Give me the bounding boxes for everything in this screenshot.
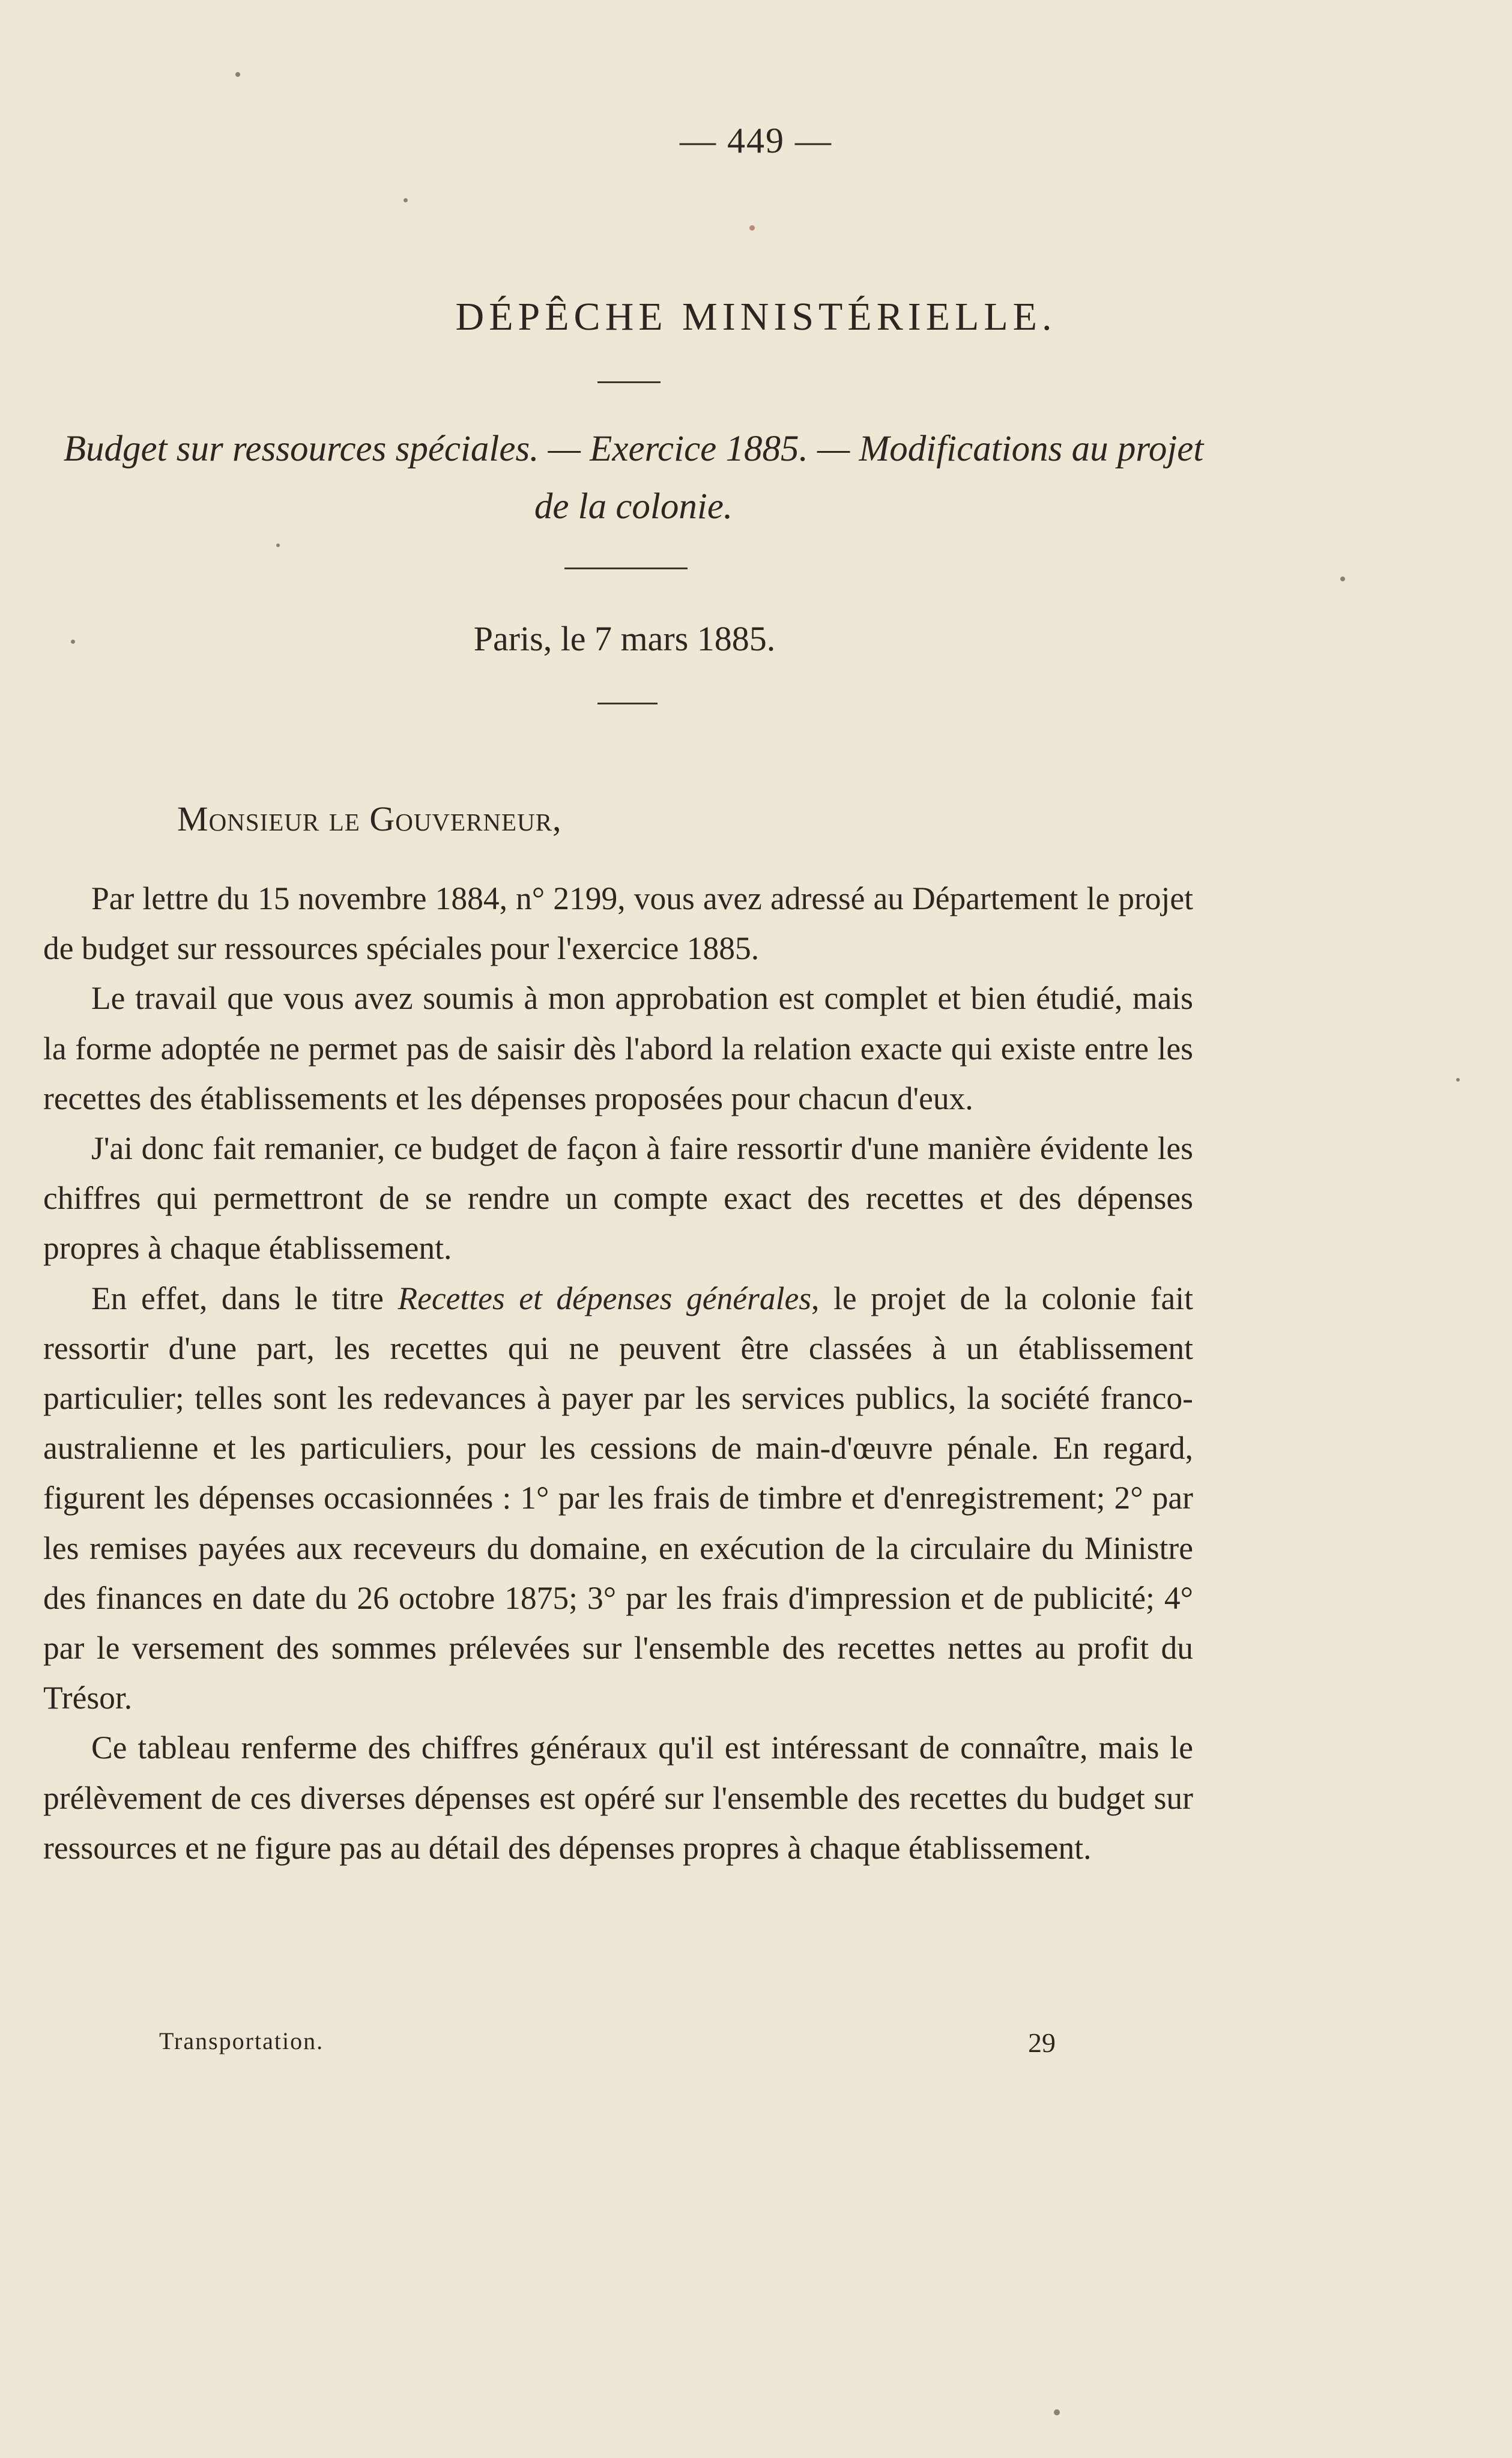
subject-line: Budget sur ressources spéciales. — Exercice 1885. — Modifications au projet de la colonie.	[63, 429, 1204, 527]
footer-signature: Transportation.	[159, 2027, 324, 2054]
paper-speck	[1054, 2409, 1060, 2415]
paper-speck	[71, 640, 75, 644]
paragraph: Par lettre du 15 novembre 1884, n° 2199, vous avez adressé au Département le projet de budget sur ressources spéciales pour l'exercice 1885.	[43, 880, 1193, 967]
paper-speck	[404, 198, 408, 202]
page-number: — 449 —	[680, 121, 832, 160]
dateline-rule	[597, 703, 658, 704]
paragraph: J'ai donc fait remanier, ce budget de façon à faire ressortir d'une manière évidente les chiffres qui permettront de se rendre un compte exact des recettes et des dépenses propres à chaque établissement.	[43, 1130, 1193, 1267]
document-title: DÉPÊCHE MINISTÉRIELLE.	[455, 295, 1057, 339]
footer-sheet-number: 29	[1028, 2027, 1056, 2058]
italic-title-reference: Recettes et dépenses générales	[398, 1280, 812, 1316]
paper-speck	[276, 543, 280, 547]
paragraph-text: En effet, dans le titre	[91, 1280, 398, 1316]
salutation: Monsieur le Gouverneur,	[177, 799, 562, 838]
subject-rule	[564, 568, 688, 569]
paragraph: Ce tableau renferme des chiffres généraux qu'il est intéressant de connaître, mais le prélèvement de ces diverses dépenses est opéré sur l'ensemble des recettes du budget sur ressources et ne figure pas au détail des dépenses propres à chaque établissement.	[43, 1730, 1193, 1866]
title-rule	[597, 381, 661, 383]
letter-body	[43, 874, 1193, 1873]
paragraph-text: , le projet de la colonie fait ressortir d'une part, les recettes qui ne peuvent être classées à un établissement particulier; telles sont les redevances à payer par les services publics, la société franco-australienne et les particuliers, pour les cessions de main-d'œuvre pénale. En regard, figurent les dépenses occasionnées : 1° par les frais de timbre et d'enregistrement; 2° par les remises payées aux receveurs du domaine, en exécution de la circulaire du Ministre des finances en date du 26 octobre 1875; 3° par les frais d'impression et de publicité; 4° par le versement des sommes prélevées sur l'ensemble des recettes nettes au profit du Trésor.	[43, 1280, 1194, 1716]
paragraph: Le travail que vous avez soumis à mon approbation est complet et bien étudié, mais la forme adoptée ne permet pas de saisir dès l'abord la relation exacte qui existe entre les recettes des établissements et les dépenses proposées pour chacun d'eux.	[43, 980, 1193, 1116]
paper-speck	[749, 225, 755, 231]
paper-speck	[235, 72, 240, 77]
paper-speck	[1340, 577, 1345, 581]
paragraph	[43, 1274, 1193, 1724]
paper-speck	[1456, 1078, 1460, 1082]
dateline: Paris, le 7 mars 1885.	[473, 619, 776, 658]
